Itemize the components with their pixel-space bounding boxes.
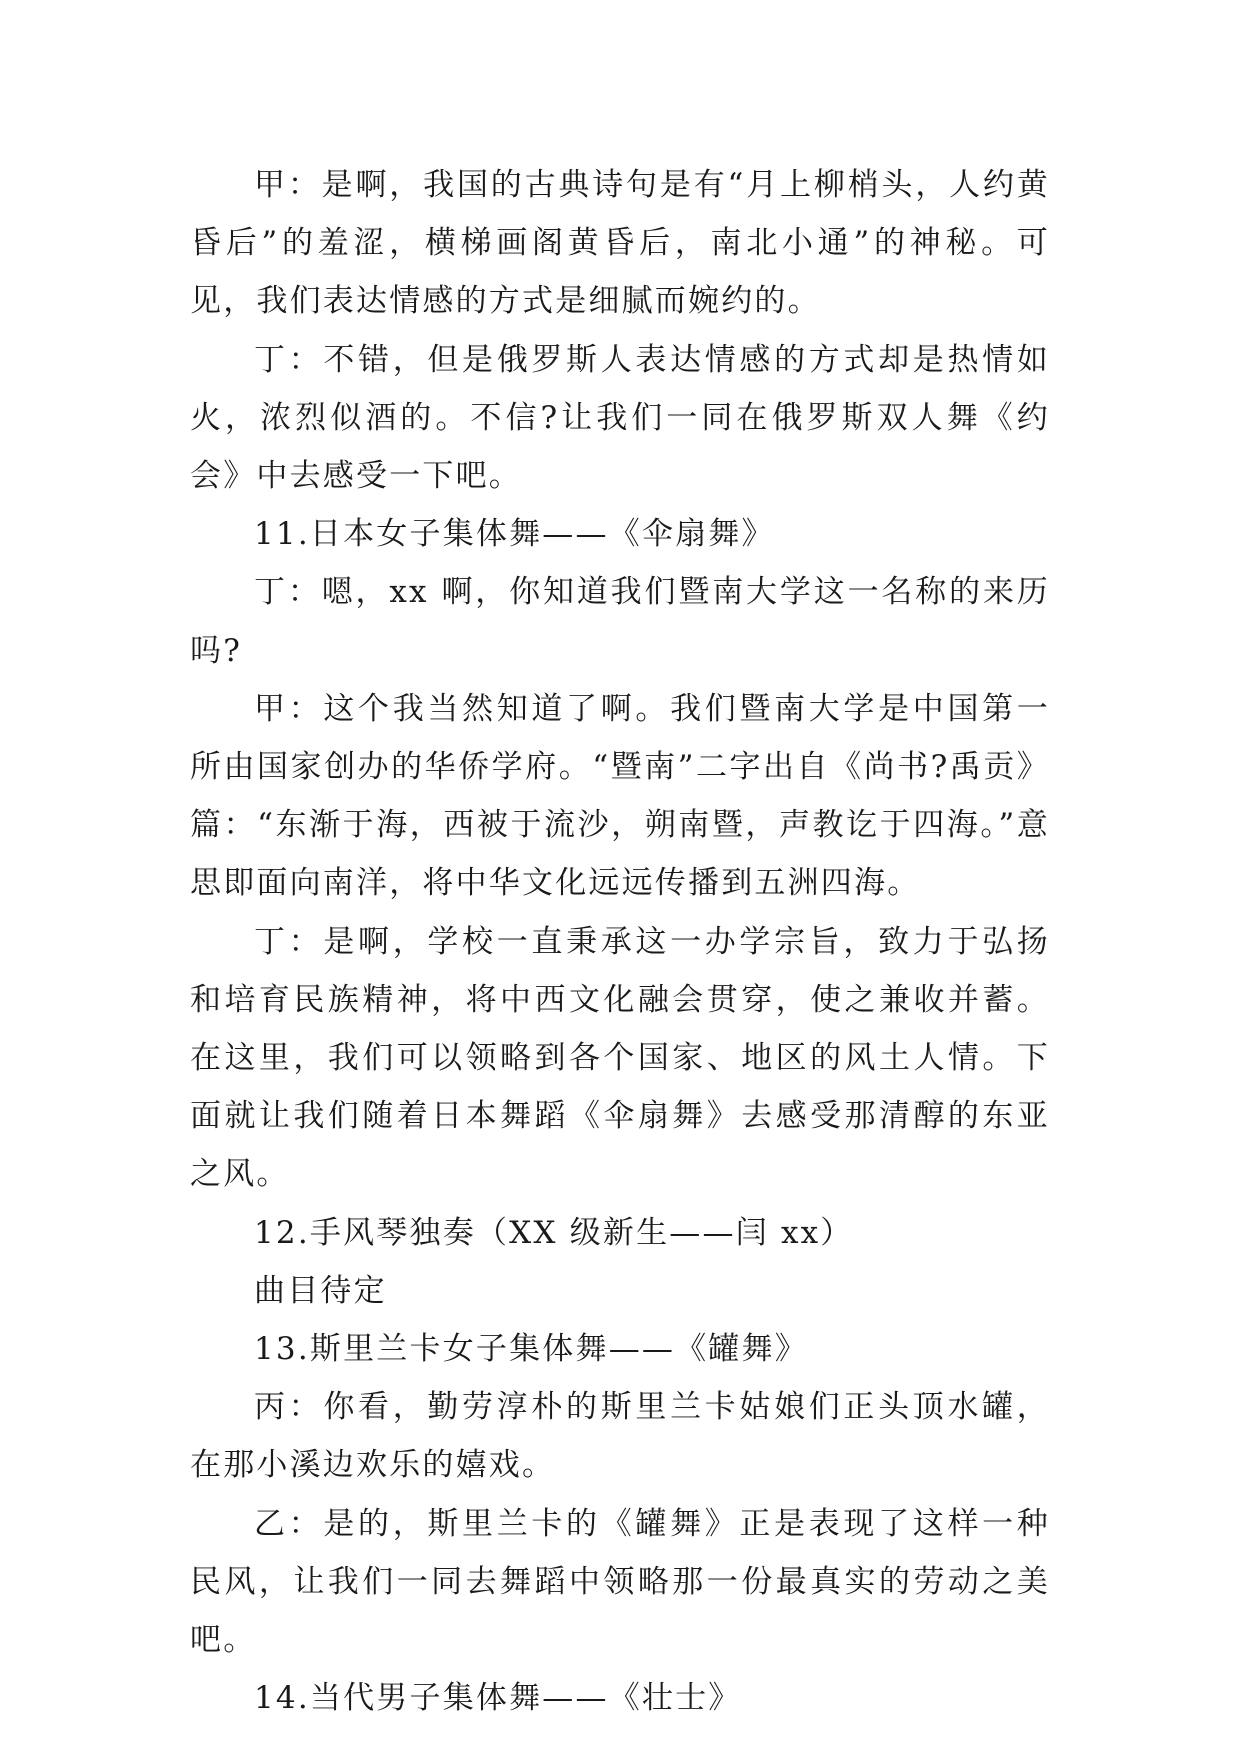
document-body	[190, 156, 1050, 1727]
paragraph-dialogue-ding-1: 丁：不错，但是俄罗斯人表达情感的方式却是热情如火，浓烈似酒的。不信?让我们一同在俄罗斯双人舞《约会》中去感受一下吧。	[190, 341, 1050, 495]
program-item-13: 13.斯里兰卡女子集体舞——《罐舞》	[254, 1331, 808, 1368]
paragraph-dialogue-bing-1: 丙：你看，勤劳淳朴的斯里兰卡姑娘们正头顶水罐，在那小溪边欢乐的嬉戏。	[190, 1389, 1050, 1484]
paragraph-dialogue-jia-1: 甲：是啊，我国的古典诗句是有“月上柳梢头，人约黄昏后”的羞涩，横梯画阁黄昏后，南北小通”的神秘。可见，我们表达情感的方式是细腻而婉约的。	[190, 167, 1050, 320]
program-item-11: 11.日本女子集体舞——《伞扇舞》	[254, 516, 775, 553]
paragraph-dialogue-ding-3: 丁：是啊，学校一直秉承这一办学宗旨，致力于弘扬和培育民族精神，将中西文化融会贯穿，使之兼收并蓄。在这里，我们可以领略到各个国家、地区的风土人情。下面就让我们随着日本舞蹈《伞扇舞》去感受那清醇的东亚之风。	[190, 923, 1050, 1193]
program-item-14: 14.当代男子集体舞——《壮士》	[254, 1680, 742, 1717]
program-note: 曲目待定	[254, 1272, 387, 1309]
paragraph-dialogue-jia-2: 甲：这个我当然知道了啊。我们暨南大学是中国第一所由国家创办的华侨学府。“暨南”二字出自《尚书?禹贡》篇：“东渐于海，西被于流沙，朔南暨，声教讫于四海。”意思即面向南洋，将中华文化远远传播到五洲四海。	[190, 690, 1050, 902]
program-item-12: 12.手风琴独奏（XX 级新生——闫 xx）	[254, 1214, 854, 1251]
paragraph-dialogue-ding-2: 丁：嗯，xx 啊，你知道我们暨南大学这一名称的来历吗?	[190, 574, 1050, 669]
paragraph-dialogue-yi-1: 乙：是的，斯里兰卡的《罐舞》正是表现了这样一种民风，让我们一同去舞蹈中领略那一份最真实的劳动之美吧。	[190, 1505, 1050, 1659]
